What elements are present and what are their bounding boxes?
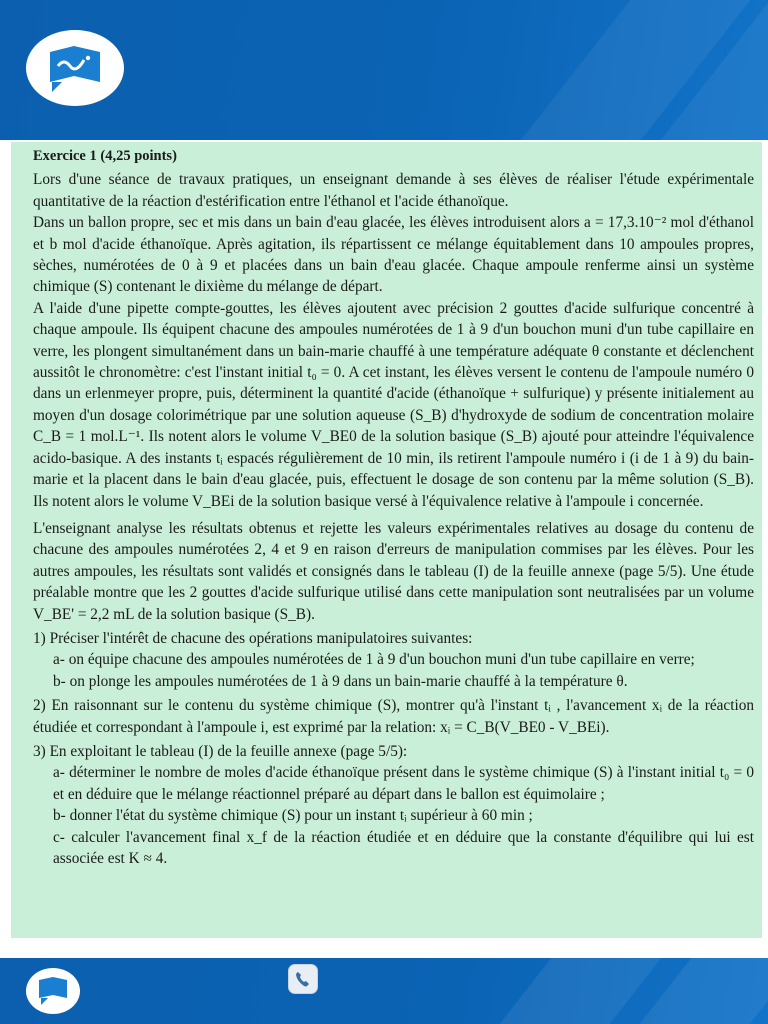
question-3: 3) En exploitant le tableau (I) de la feuille annexe (page 5/5): bbox=[33, 742, 408, 760]
intro-paragraph-3: A l'aide d'une pipette compte-gouttes, les élèves ajoutent avec précision 2 gouttes d'acide sulfurique concentré à chaque ampoule. Ils équipent chacune des ampoules numérotées de 1 à 9 d'un bouchon muni d'un tube capillaire en verre, les plongent simultanément dans un bain-marie chauffé à une température adéquate θ constante et déclenchent aussitôt le chronomètre: c'est l'instant initial t₀ = 0. A cet instant, les élèves versent le contenu de l'ampoule numéro 0 dans un erlenmeyer propre, puis, déterminent la quantité d'acide (éthanoïque + sulfurique) y présente initialement au moyen d'un dosage colorimétrique par une solution aqueuse (S_B) d'hydroxyde de sodium de concentration molaire C_B = 1 mol.L⁻¹. Ils notent alors le volume V_BE0 de la solution basique (S_B) ajouté pour atteindre l'équivalence acido-basique. A des instants tᵢ espacés régulièrement de 10 min, ils retirent l'ampoule numéro i (i de 1 à 9) du bain-marie et la placent dans le bain d'eau glacée, puis, effectuent le dosage de son contenu par la même solution (S_B). Ils notent alors le volume V_BEi de la solution basique versé à l'équivalence relative à l'ampoule i concernée. bbox=[33, 299, 754, 510]
question-3c: c- calculer l'avancement final x_f de la réaction étudiée et en déduire que la constante d'équilibre qui lui est associée est K ≈ 4. bbox=[53, 828, 754, 867]
exam-page bbox=[11, 142, 762, 938]
app-header bbox=[0, 0, 768, 140]
question-2: 2) En raisonnant sur le contenu du système chimique (S), montrer qu'à l'instant tᵢ , l'avancement xᵢ de la réaction étudiée et correspondant à l'ampoule i, est exprimé par la relation: xᵢ = C_B(V_BE0 - V_BEi). bbox=[33, 697, 754, 736]
question-3b: b- donner l'état du système chimique (S) pour un instant tᵢ supérieur à 60 min ; bbox=[53, 807, 533, 825]
intro-paragraph-4: L'enseignant analyse les résultats obtenus et rejette les valeurs expérimentales relatives au dosage du contenu de chacune des ampoules numérotées 2, 4 et 9 en raison d'erreurs de manipulation commises par les élèves. Pour les autres ampoules, les résultats sont validés et consignés dans le tableau (I) de la feuille annexe (page 5/5). Une étude préalable montre que les 2 gouttes d'acide sulfurique utilisé dans cette manipulation sont neutralisées par un volume V_BE' = 2,2 mL de la solution basique (S_B). bbox=[33, 519, 754, 623]
question-1a: a- on équipe chacune des ampoules numérotées de 1 à 9 d'un bouchon muni d'un tube capillaire en verre; bbox=[53, 651, 695, 669]
chat-book-icon bbox=[36, 976, 70, 1006]
app-logo[interactable] bbox=[26, 30, 124, 106]
question-1: 1) Préciser l'intérêt de chacune des opérations manipulatoires suivantes: bbox=[33, 629, 473, 647]
intro-paragraph-1: Lors d'une séance de travaux pratiques, un enseignant demande à ses élèves de réaliser l'étude expérimentale quantitative de la réaction d'estérification entre l'éthanol et l'acide éthanoïque. bbox=[33, 171, 754, 210]
intro-paragraph-2: Dans un ballon propre, sec et mis dans un bain d'eau glacée, les élèves introduisent alors a = 17,3.10⁻² mol d'éthanol et b mol d'acide éthanoïque. Après agitation, ils répartissent ce mélange équitablement dans 10 ampoules propres, sèches, numérotées de 0 à 9 et placées dans un bain d'eau glacée. Chaque ampoule renferme ainsi un système chimique (S) contenant le dixième du mélange de départ. bbox=[33, 214, 754, 296]
phone-icon bbox=[294, 970, 312, 988]
question-1b: b- on plonge les ampoules numérotées de 1 à 9 dans un bain-marie chauffé à la température θ. bbox=[53, 672, 628, 690]
book-chat-logo-icon bbox=[44, 42, 106, 94]
app-footer bbox=[0, 958, 768, 1024]
phone-button[interactable] bbox=[288, 964, 318, 994]
question-3a: a- déterminer le nombre de moles d'acide éthanoïque présent dans le système chimique (S) à l'instant initial t₀ = 0 et en déduire que le mélange réactionnel préparé au départ dans le ballon est équimolaire ; bbox=[53, 764, 754, 803]
exercise-title: Exercice 1 (4,25 points) bbox=[33, 148, 177, 164]
footer-app-button[interactable] bbox=[26, 968, 80, 1014]
